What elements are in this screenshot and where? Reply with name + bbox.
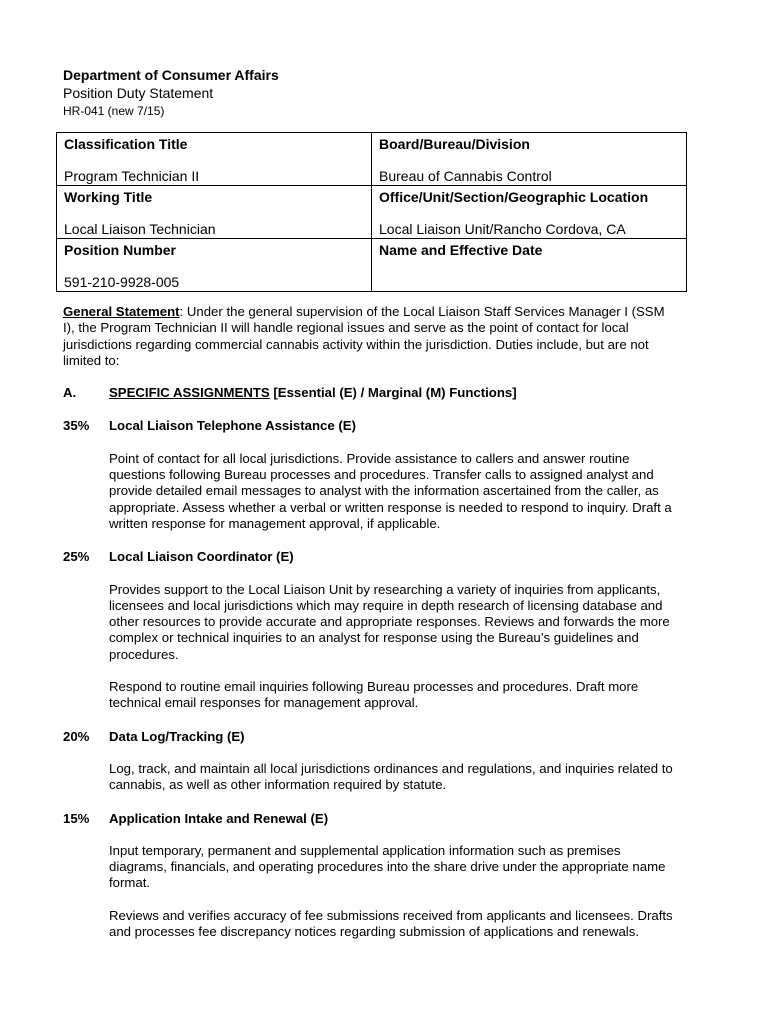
board-value: Bureau of Cannabis Control: [379, 168, 552, 184]
duty-percent: 15%: [63, 810, 90, 826]
section-title-main: SPECIFIC ASSIGNMENTS: [109, 385, 270, 401]
position-info-table: [56, 132, 687, 292]
section-a-heading: [63, 385, 678, 401]
duty-item: [63, 811, 678, 941]
duty-heading: [63, 549, 678, 565]
duty-item: [63, 418, 678, 532]
general-statement: [63, 304, 678, 369]
document-title: Position Duty Statement: [63, 85, 214, 101]
name-date-label: Name and Effective Date: [379, 242, 543, 258]
section-letter: A.: [63, 385, 77, 401]
duty-percent: 35%: [63, 418, 90, 434]
office-value: Local Liaison Unit/Rancho Cordova, CA: [379, 221, 626, 237]
position-number-value: 591-210-9928-005: [64, 274, 180, 290]
board-label: Board/Bureau/Division: [379, 136, 530, 152]
duty-paragraph: Reviews and verifies accuracy of fee submissions received from applicants and licensees. Drafts and processes fee discrepancy notices regarding submission of applications and renewals.: [109, 907, 673, 940]
general-statement-text: : Under the general supervision of the Local Liaison Staff Services Manager I (SSM I), the Program Technician II will handle regional issues and serve as the point of contact for local jurisdictions regarding commercial cannabis activity within the jurisdiction. Duties include, but are not limited to:: [63, 304, 665, 368]
position-number-label: Position Number: [64, 242, 177, 258]
classification-title-value: Program Technician II: [64, 168, 200, 184]
working-title-cell: [57, 186, 372, 239]
info-row: [57, 239, 687, 292]
info-row: [57, 186, 687, 239]
document-header: [63, 66, 703, 119]
duty-item: [63, 549, 678, 711]
duty-title: Data Log/Tracking (E): [109, 728, 245, 744]
document-body: [63, 304, 678, 940]
duty-paragraph: Input temporary, permanent and supplemental application information such as premises diagrams, financials, and operating procedures into the share drive under the appropriate name format.: [109, 842, 666, 891]
working-title-value: Local Liaison Technician: [64, 221, 216, 237]
form-number: HR-041 (new 7/15): [63, 104, 165, 118]
duty-paragraph: Provides support to the Local Liaison Unit by researching a variety of inquiries from applicants, licensees and local jurisdictions which may require in depth research of licensing database and other resources to provide accurate and appropriate responses. Reviews and forwards the more complex or technical inquiries to an analyst for response using the Bureau’s guidelines and procedures.: [109, 581, 670, 662]
name-date-cell: [372, 239, 687, 292]
office-cell: [372, 186, 687, 239]
department-name: Department of Consumer Affairs: [63, 67, 279, 83]
classification-title-label: Classification Title: [64, 136, 188, 152]
duty-heading: [63, 811, 678, 827]
general-statement-label: General Statement: [63, 304, 180, 319]
working-title-label: Working Title: [64, 189, 153, 205]
office-label: Office/Unit/Section/Geographic Location: [379, 189, 649, 205]
board-cell: [372, 133, 687, 186]
duty-title: Local Liaison Telephone Assistance (E): [109, 418, 356, 434]
position-number-cell: [57, 239, 372, 292]
classification-title-cell: [57, 133, 372, 186]
duty-paragraph: Point of contact for all local jurisdictions. Provide assistance to callers and answer routine questions following Bureau processes and procedures. Transfer calls to assigned analyst and provide detailed email messages to analyst with the information ascertained from the caller, as appropriate. Assess whether a verbal or written response is needed to respond to inquiry. Draft a written response for management approval, if applicable.: [109, 450, 672, 531]
duty-heading: [63, 729, 678, 745]
duty-item: [63, 729, 678, 794]
duty-paragraph: Log, track, and maintain all local jurisdictions ordinances and regulations, and inquiries related to cannabis, as well as other information required by statute.: [109, 760, 673, 793]
duty-percent: 20%: [63, 728, 90, 744]
duty-heading: [63, 418, 678, 434]
duty-percent: 25%: [63, 549, 90, 565]
duty-title: Application Intake and Renewal (E): [109, 810, 329, 826]
duty-title: Local Liaison Coordinator (E): [109, 549, 294, 565]
section-title-sub: [Essential (E) / Marginal (M) Functions]: [269, 385, 517, 401]
info-row: [57, 133, 687, 186]
section-title: [109, 385, 517, 401]
duty-paragraph: Respond to routine email inquiries following Bureau processes and procedures. Draft more technical email responses for management approval.: [109, 679, 639, 711]
